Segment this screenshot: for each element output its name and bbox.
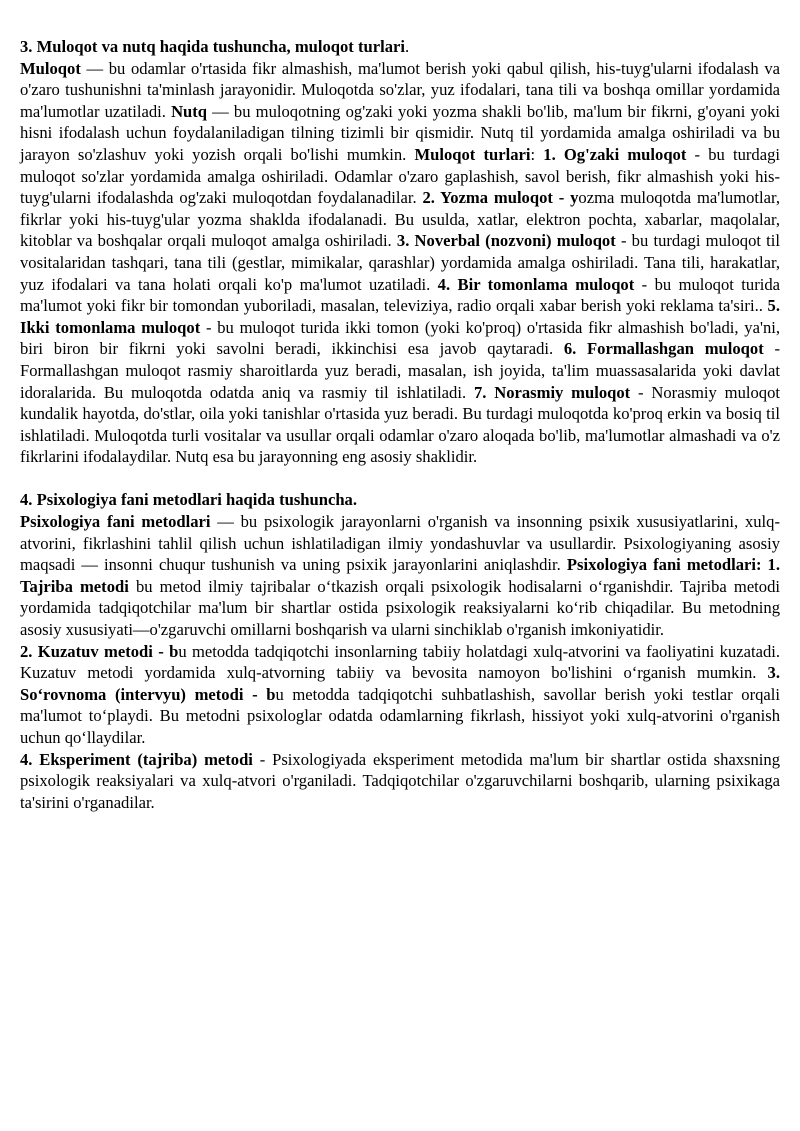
text-span: bu metod ilmiy tajribalar o‘tkazish orqali psixologik hodisalarni o‘rganishdir. Tajriba metodi yordamida tadqiqotchilar ma'lum bir shartlar ostida psixologik reaksiyalarni ko‘rib chiqadilar. Bu metodning asosiy xususiyati—o'zgaruvchi omillarni boshqarish va ularni sinchiklab o'rganish imkoniyatidir.: [20, 576, 781, 640]
section-3-paragraph: [20, 58, 780, 468]
text-span: - bu turdagi muloqot til vositalaridan tashqari, tana tili (gestlar, mimikalar, qarashlar) yordamida amalga oshiriladi. Tana tili, harakatlar, yuz ifodalari va tana holati orqali ko'p ma'lumot uzatiladi.: [20, 231, 780, 294]
term-kuzatuv-metodi: 2. Kuzatuv metodi - b: [20, 641, 179, 661]
text-span: - bu turdagi muloqot so'zlar yordamida amalga oshiriladi. Odamlar o'zaro gaplashish, savol berish, fikr almashish yoki his-tuyg'ularni ifodalashda og'zaki muloqotdan foydalanadilar.: [20, 144, 780, 208]
section-3-heading: [20, 36, 780, 58]
text-span: - bu muloqot turida ma'lumot yoki fikr bir tomondan yuboriladi, masalan, televiziya, radio orqali xabar berish yoki reklama ta'siri..: [20, 274, 780, 316]
text-span: - Psixologiyada eksperiment metodida ma'lum bir shartlar ostida shaxsning psixologik reaksiyalari va xulq-atvori o'rganiladi. Tadqiqotchilar o'zgaruvchilarni boshqarib, ularning psixikaga ta'sirini o'rganadilar.: [20, 749, 780, 812]
term-noverbal-muloqot: 3. Noverbal (nozvoni) muloqot: [396, 231, 616, 251]
term-formallashgan-muloqot: 6. Formallashgan muloqot: [563, 339, 764, 359]
text-span: — bu odamlar o'rtasida fikr almashish, ma'lumot berish yoki qabul qilish, his-tuyg'ularni ifodalash va o'zaro tushunishni ta'minlash jarayonidir. Muloqotda so'zlar, yuz ifodalari, tana tili va boshqa omillar yordamida ma'lumotlar uzatiladi.: [20, 58, 780, 121]
term-ogzaki-muloqot: 1. Og'zaki muloqot: [543, 144, 687, 164]
term-nutq: Nutq: [171, 101, 208, 121]
section-4-paragraph-2: [20, 641, 780, 749]
text-span: - Norasmiy muloqot kundalik hayotda, do'stlar, oila yoki tanishlar o'rtasida yuz beradi. Bu turdagi muloqotda ko'proq erkin va bosiq til ishlatiladi. Muloqotda turli vositalar va usullar orqali odamlar o'zaro aloqada bo'lib, ma'lumotlar almashadi va o'z fikrlarini ifodalaydilar. Nutq esa bu jarayonning eng asosiy shaklidir.: [20, 382, 780, 467]
text-span: — bu muloqotning og'zaki yoki yozma shakli bo'lib, ma'lum bir fikrni, g'oyani yoki hisni ifodalash uchun foydalaniladigan tilning tizimli bir qismidir. Nutq til yordamida amalga oshiriladi va bu jarayon so'zlashuv yoki yozish orqali bo'lishi mumkin.: [20, 101, 780, 164]
text-span: — bu psixologik jarayonlarni o'rganish va insonning psixik xususiyatlarini, xulq-atvorini, fikrlashini tahlil qilish uchun ishlatiladigan ilmiy yondashuvlar va usullardir. Psixologiyaning asosiy maqsadi — insonni chuqur tushunish va uning psixik jarayonlarini aniqlashdir.: [20, 512, 780, 575]
section-3-title-period: .: [404, 37, 410, 56]
text-span: - Formallashgan muloqot rasmiy sharoitlarda yuz beradi, masalan, ish joyida, ta'lim muassasalarida yoki davlat idoralarida. Bu muloqotda odatda aniq va rasmiy til ishlatiladi.: [20, 339, 780, 402]
text-span: u metodda tadqiqotchi insonlarning tabiiy holatdagi xulq-atvorini va faoliyatini kuzatadi. Kuzatuv metodi yordamida xulq-atvorning tabiiy va bevosita namoyon bo'lishini o‘rganish mumkin.: [20, 641, 781, 683]
paragraph-gap: [20, 468, 780, 490]
section-4-paragraph-3: [20, 749, 780, 814]
term-muloqot-turlari: Muloqot turlari: [414, 144, 531, 164]
term-muloqot: Muloqot: [20, 58, 81, 78]
term-sorovnoma-metodi: 3. So‘rovnoma (intervyu) metodi - b: [20, 663, 780, 704]
text-span: :: [530, 144, 544, 164]
term-tajriba-metodi: Psixologiya fani metodlari: 1. Tajriba metodi: [20, 555, 781, 596]
term-bir-tomonlama-muloqot: 4. Bir tomonlama muloqot: [437, 274, 635, 294]
section-3-title: 3. Muloqot va nutq haqida tushuncha, muloqot turlari: [20, 37, 405, 56]
term-psixologiya-fani-metodlari: Psixologiya fani metodlari: [20, 512, 211, 532]
section-4-paragraph-1: [20, 511, 780, 641]
text-span: u metodda tadqiqotchi suhbatlashish, savollar berish yoki testlar orqali ma'lumot to‘playdi. Bu metodni psixologlar odatda odamlarning fikrlash, hissiyot yoki xulq-atvorini o'rganish uchun qo‘llaydilar.: [20, 684, 780, 747]
term-ikki-tomonlama-muloqot: 5. Ikki tomonlama muloqot: [20, 296, 780, 337]
term-norasmiy-muloqot: 7. Norasmiy muloqot: [473, 382, 631, 402]
text-span: ozma muloqotda ma'lumotlar, fikrlar yoki his-tuyg'ular yozma shaklda ifodalanadi. Bu usulda, xatlar, elektron pochta, xabarlar, maqolalar, kitoblar va boshqalar orqali muloqot amalga oshiriladi.: [20, 188, 780, 251]
section-4-heading: 4. Psixologiya fani metodlari haqida tushuncha.: [20, 490, 358, 510]
term-yozma-muloqot: 2. Yozma muloqot - y: [422, 188, 579, 208]
term-eksperiment-metodi: 4. Eksperiment (tajriba) metodi: [20, 749, 253, 769]
text-span: - bu muloqot turida ikki tomon (yoki ko'proq) o'rtasida fikr almashish bo'ladi, ya'ni, biri biron bir fikrni yoki savolni beradi, ikkinchisi esa javob qaytaradi.: [20, 317, 781, 359]
